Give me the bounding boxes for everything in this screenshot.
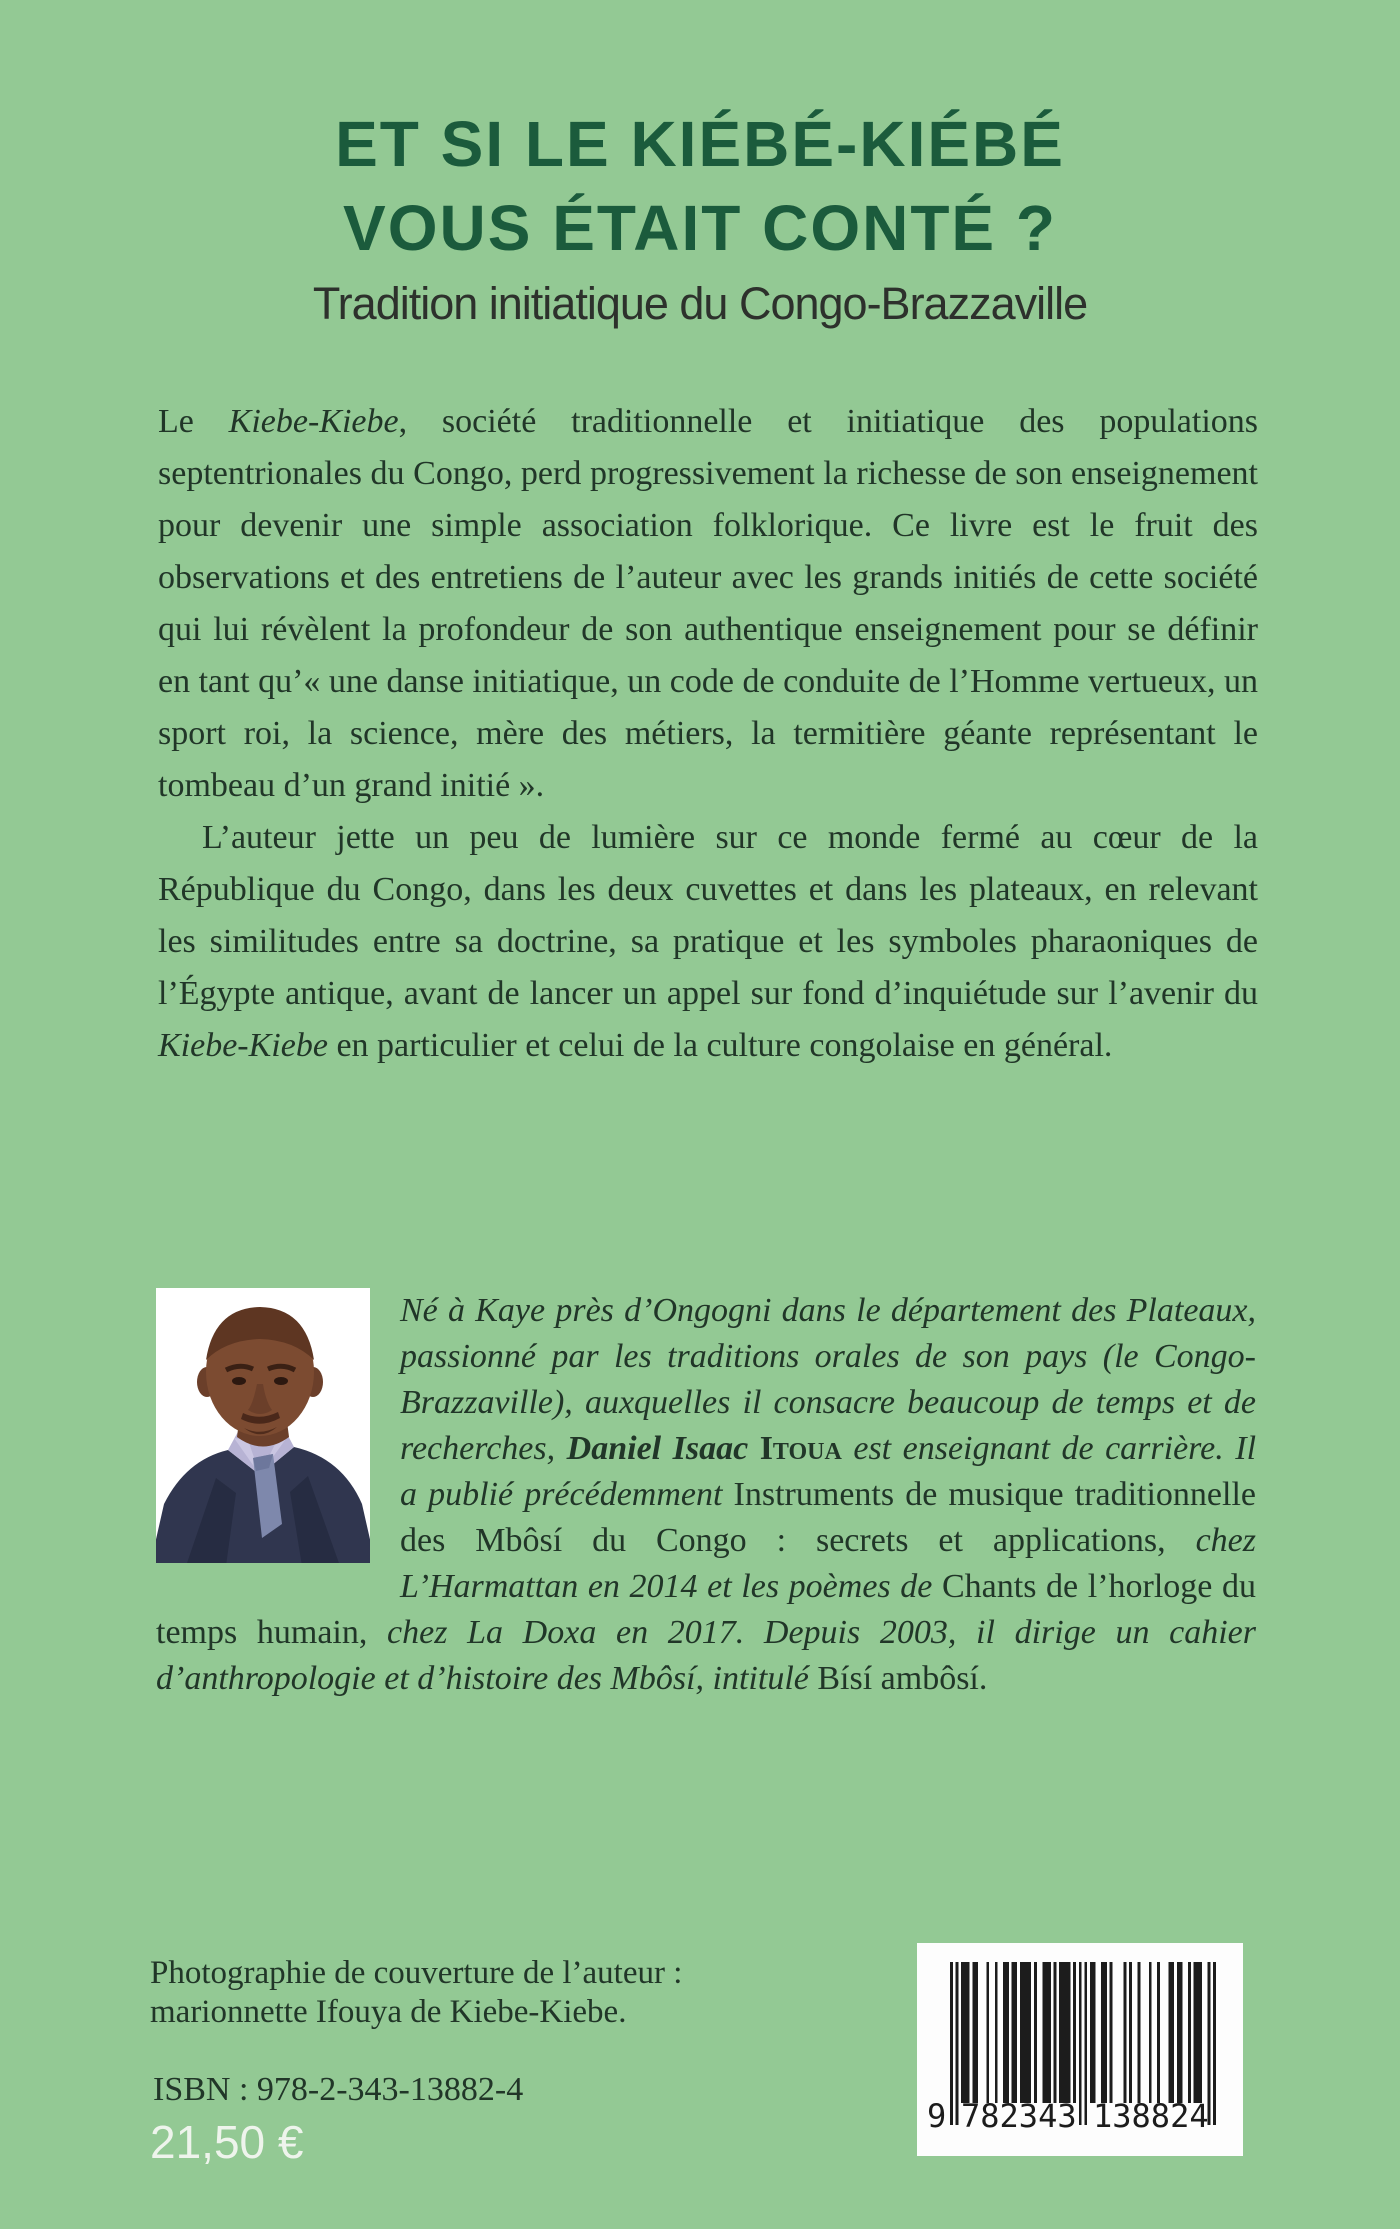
author-bio-text: Né à Kaye près d’Ongogni dans le département des Plateaux, passionné par les traditions orales de son pays (le Congo- Brazzaville), auxquelles il consacre beaucoup de temps et de recherches, Daniel Isaac Itoua est enseignant de carrière. Il a publié précédemment Instruments de musique traditionnelle des Mbôsí du Congo : secrets et applications, chez L’Harmattan en 2014 et les poèmes de Chants de l’horloge du temps humain, chez La Doxa en 2017. Depuis 2003, il dirige un cahier d’anthropologie et d’histoire des Mbôsí, intitulé Bísí ambôsí. — [156, 1292, 1257, 1697]
book-title — [0, 102, 1400, 270]
book-title-line2: VOUS ÉTAIT CONTÉ ? — [343, 192, 1057, 264]
author-photo — [156, 1288, 370, 1563]
barcode-digit-group-2: 782343 — [961, 2097, 1077, 2135]
photo-credit-line2: marionnette Ifouya de Kiebe-Kiebe. — [150, 1994, 627, 2030]
author-portrait-illustration — [156, 1288, 370, 1563]
barcode-digit-group-1: 9 — [927, 2097, 947, 2135]
photo-credit-line1: Photographie de couverture de l’auteur : — [150, 1955, 683, 1991]
synopsis — [158, 396, 1258, 1072]
synopsis-paragraph-2: L’auteur jette un peu de lumière sur ce monde fermé au cœur de la République du Congo, dans les deux cuvettes et dans les plateaux, en relevant les similitudes entre sa doctrine, sa pratique et les symboles pharaoniques de l’Égypte antique, avant de lancer un appel sur fond d’inquiétude sur l’avenir du Kiebe-Kiebe en particulier et celui de la culture congolaise en général. — [158, 819, 1258, 1064]
synopsis-paragraph-1: Le Kiebe-Kiebe, société traditionnelle et initiatique des populations septentrionales du Congo, perd progressivement la richesse de son enseignement pour devenir une simple association folklorique. Ce livre est le fruit des observations et des entretiens de l’auteur avec les grands initiés de cette société qui lui révèlent la profondeur de son authentique enseignement pour se définir en tant qu’« une danse initiatique, un code de conduite de l’Homme vertueux, un sport roi, la science, mère des métiers, la termitière géante représentant le tombeau d’un grand initié ». — [158, 403, 1258, 804]
barcode-digit-group-3: 138824 — [1093, 2097, 1209, 2135]
barcode — [917, 1943, 1243, 2156]
book-title-line1: ET SI LE KIÉBÉ-KIÉBÉ — [335, 108, 1065, 180]
barcode-digits — [917, 2098, 1243, 2138]
book-subtitle: Tradition initiatique du Congo-Brazzaville — [312, 278, 1088, 329]
author-bio — [156, 1288, 1256, 1702]
price-label: 21,50 € — [150, 2116, 304, 2168]
photo-credit — [150, 1954, 850, 2032]
isbn-label: ISBN : 978-2-343-13882-4 — [153, 2071, 524, 2108]
